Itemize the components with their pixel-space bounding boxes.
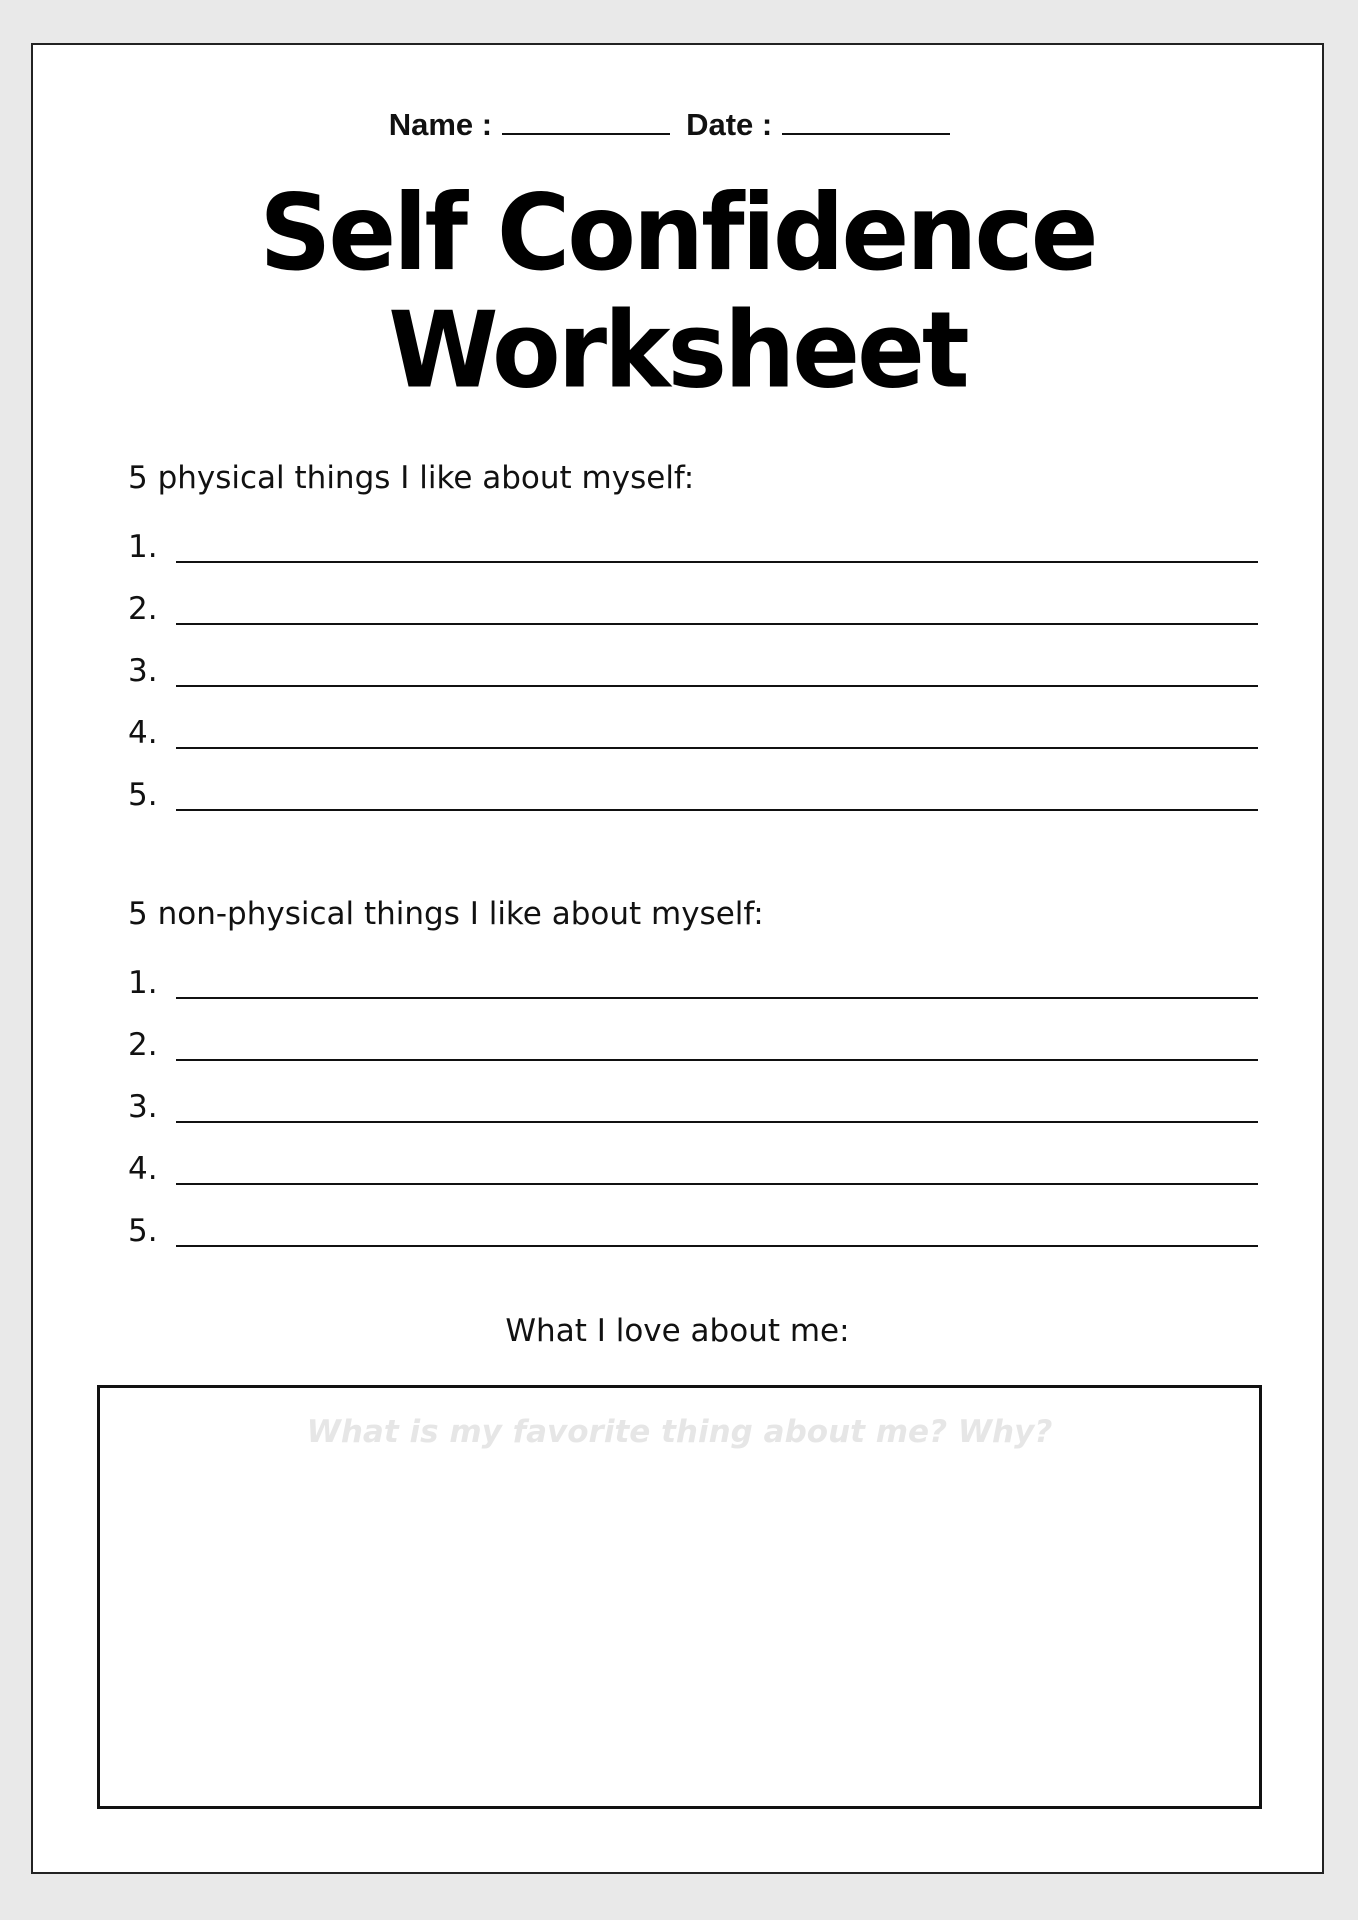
answer-line[interactable] (176, 1121, 1258, 1123)
answer-line[interactable] (176, 809, 1258, 811)
answer-line[interactable] (176, 685, 1258, 687)
answer-line[interactable] (176, 623, 1258, 625)
row-number: 5. (128, 777, 158, 813)
row-number: 1. (128, 965, 158, 1001)
physical-row-3[interactable] (128, 649, 1258, 689)
nonphysical-row-5[interactable] (128, 1209, 1258, 1249)
row-number: 1. (128, 529, 158, 565)
answer-line[interactable] (176, 747, 1258, 749)
name-label: Name : (388, 107, 493, 142)
love-answer-box[interactable] (97, 1385, 1262, 1809)
page-title (33, 171, 1322, 412)
nonphysical-row-3[interactable] (128, 1085, 1258, 1125)
answer-line[interactable] (176, 1059, 1258, 1061)
physical-row-2[interactable] (128, 587, 1258, 627)
nonphysical-row-2[interactable] (128, 1023, 1258, 1063)
row-number: 2. (128, 591, 158, 627)
physical-section-label: 5 physical things I like about myself: (128, 460, 695, 496)
answer-line[interactable] (176, 1245, 1258, 1247)
row-number: 3. (128, 653, 158, 689)
love-hint-text: What is my favorite thing about me? Why? (306, 1414, 1053, 1450)
title-line-2: Worksheet (388, 288, 967, 412)
nonphysical-section-label: 5 non-physical things I like about myself: (128, 896, 764, 932)
row-number: 4. (128, 715, 158, 751)
nonphysical-row-1[interactable] (128, 961, 1258, 1001)
row-number: 3. (128, 1089, 158, 1125)
name-blank[interactable] (502, 109, 670, 135)
love-section-label: What I love about me: (505, 1313, 850, 1349)
title-line-1: Self Confidence (259, 171, 1096, 295)
worksheet-page (31, 43, 1324, 1874)
answer-line[interactable] (176, 997, 1258, 999)
row-number: 2. (128, 1027, 158, 1063)
answer-line[interactable] (176, 1183, 1258, 1185)
row-number: 4. (128, 1151, 158, 1187)
date-label: Date : (686, 107, 773, 142)
nonphysical-row-4[interactable] (128, 1147, 1258, 1187)
physical-row-4[interactable] (128, 711, 1258, 751)
name-date-header (33, 107, 1322, 143)
physical-row-1[interactable] (128, 525, 1258, 565)
physical-row-5[interactable] (128, 773, 1258, 813)
answer-line[interactable] (176, 561, 1258, 563)
row-number: 5. (128, 1213, 158, 1249)
date-blank[interactable] (782, 109, 950, 135)
